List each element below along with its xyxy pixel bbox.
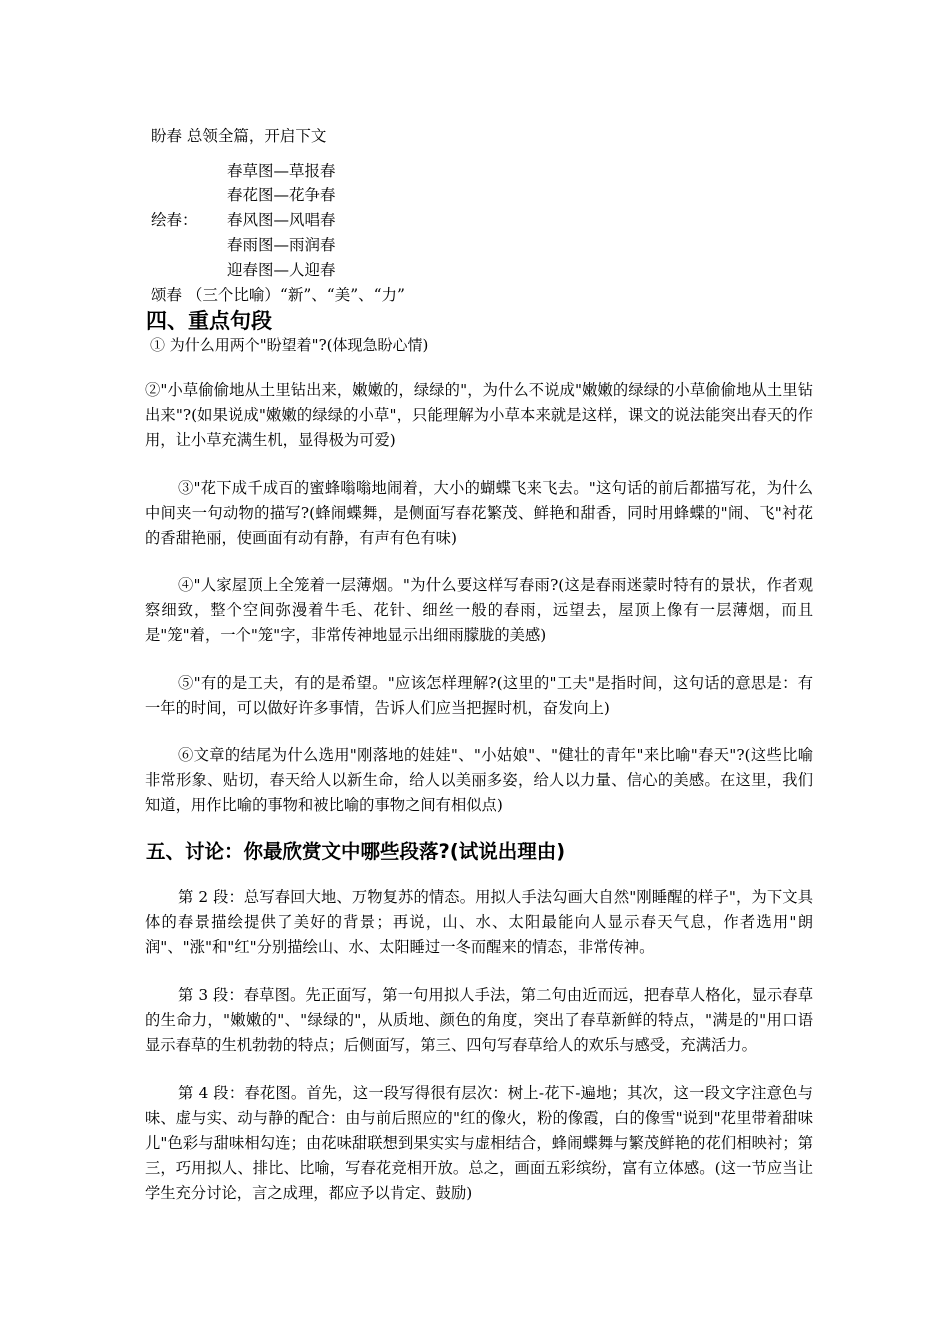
question-1: ① 为什么用两个"盼望着"?(体现急盼心情) [150, 336, 429, 354]
discussion-paragraph-4: 第 4 段：春花图。首先，这一段写得很有层次：树上-花下-遍地；其次，这一段文字注意色与味、虚与实、动与静的配合：由与前后照应的"红的像火，粉的像霞，白的像雪"说到"花里带着甜味儿"色彩与甜味相勾连；由花味甜联想到果实实与虚相结合，蜂闹蝶舞与繁茂鲜艳的花们相映衬；第三，巧用拟人、排比、比喻，写春花竞相开放。总之，画面五彩缤纷，富有立体感。(这一节应当让学生充分讨论，言之成理，都应予以肯定、鼓励) [145, 1084, 813, 1202]
outline-panchun: 盼春 总领全篇，开启下文 [151, 127, 327, 145]
question-4: ④"人家屋顶上全笼着一层薄烟。"为什么要这样写春雨?(这是春雨迷蒙时特有的景状，作者观察细致，整个空间弥漫着牛毛、花针、细丝一般的春雨，远望去，屋顶上像有一层薄烟，而且是"笼"着，一个"笼"字，非常传神地显示出细雨朦胧的美感) [145, 576, 813, 644]
discussion-paragraph-2: 第 2 段：总写春回大地、万物复苏的情态。用拟人手法勾画大自然"刚睡醒的样子"，为下文具体的春景描绘提供了美好的背景；再说，山、水、太阳最能向人显示春天气息，作者选用"朗润"、"涨"和"红"分别描绘山、水、太阳睡过一冬而醒来的情态，非常传神。 [145, 888, 813, 956]
discussion-paragraph-3: 第 3 段：春草图。先正面写，第一句用拟人手法，第二句由近而远，把春草人格化，显示春草的生命力，"嫩嫩的"、"绿绿的"，从质地、颜色的角度，突出了春草新鲜的特点，"满是的"用口语显示春草的生机勃勃的特点；后侧面写，第三、四句写春草给人的欢乐与感受，充满活力。 [145, 986, 813, 1054]
question-2: ②"小草偷偷地从土里钻出来，嫩嫩的，绿绿的"，为什么不说成"嫩嫩的绿绿的小草偷偷地从土里钻出来"?(如果说成"嫩嫩的绿绿的小草"，只能理解为小草本来就是这样，课文的说法能突出春天的作用，让小草充满生机，显得极为可爱) [145, 381, 813, 449]
section-heading-4: 四、重点句段 [146, 309, 272, 333]
outline-huichun-item: 春雨图—雨润春 [227, 236, 336, 254]
outline-huichun-item: 春草图—草报春 [227, 162, 336, 180]
question-6: ⑥文章的结尾为什么选用"刚落地的娃娃"、"小姑娘"、"健壮的青年"来比喻"春天"?(这些比喻非常形象、贴切，春天给人以新生命，给人以美丽多姿，给人以力量、信心的美感。在这里，我们知道，用作比喻的事物和被比喻的事物之间有相似点) [145, 746, 813, 814]
question-5: ⑤"有的是工夫，有的是希望。"应该怎样理解?(这里的"工夫"是指时间，这句话的意思是：有一年的时间，可以做好许多事情，告诉人们应当把握时机，奋发向上) [145, 674, 813, 717]
outline-huichun-label: 绘春： [151, 211, 198, 229]
question-3: ③"花下成千成百的蜜蜂嗡嗡地闹着，大小的蝴蝶飞来飞去。"这句话的前后都描写花，为什么中间夹一句动物的描写?(蜂闹蝶舞，是侧面写春花繁茂、鲜艳和甜香，同时用蜂蝶的"闹、飞"衬花的香甜艳丽，使画面有动有静，有声有色有味) [145, 479, 813, 547]
outline-huichun-item: 春花图—花争春 [227, 186, 336, 204]
section-heading-5: 五、讨论：你最欣赏文中哪些段落?(试说出理由) [146, 840, 566, 863]
outline-huichun-item: 春风图—风唱春 [227, 211, 336, 229]
outline-songchun: 颂春 （三个比喻）“新”、“美”、“力” [151, 286, 405, 304]
outline-huichun-item: 迎春图—人迎春 [227, 261, 336, 279]
